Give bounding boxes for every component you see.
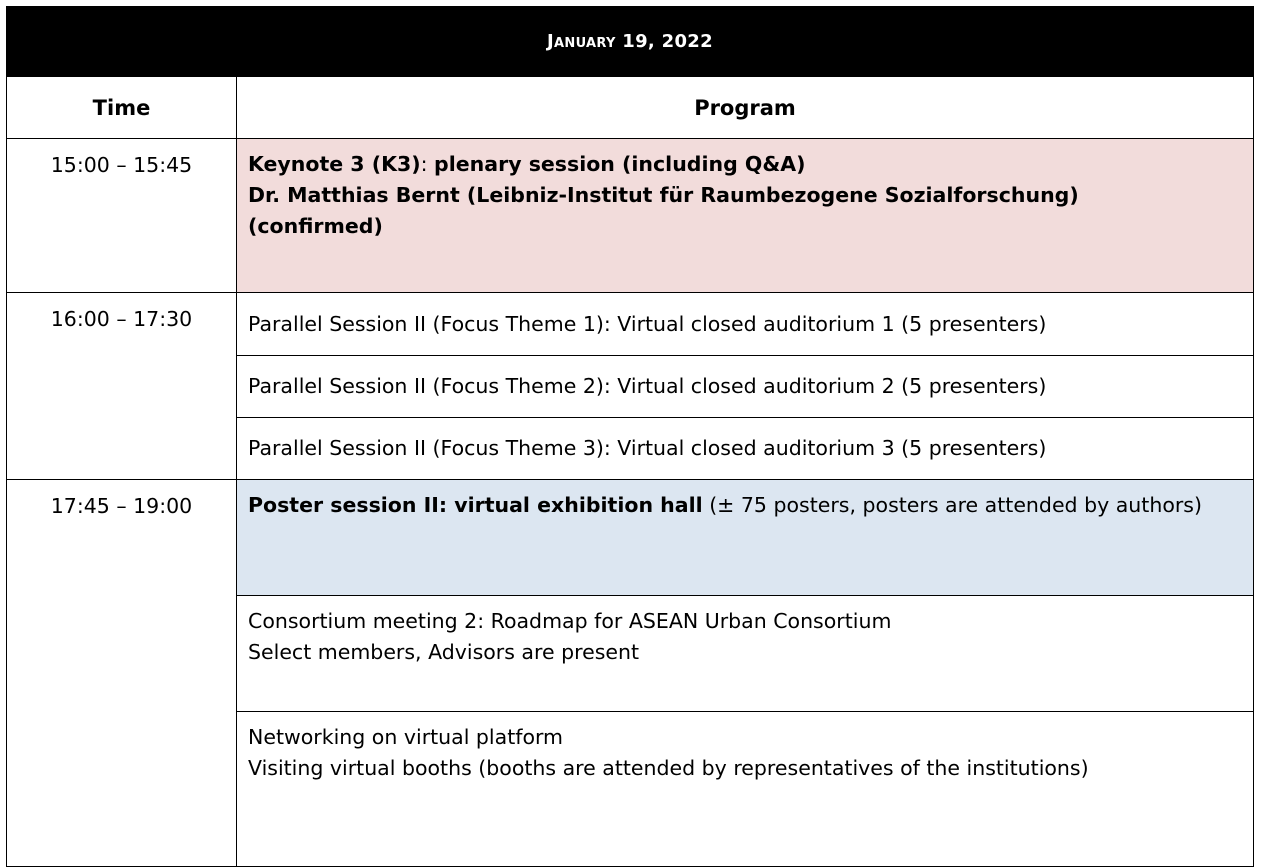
table-row bbox=[7, 480, 1254, 596]
parallel-session-2: Parallel Session II (Focus Theme 2): Virtual closed auditorium 2 (5 presenters) bbox=[237, 356, 1254, 418]
parallel-session-1: Parallel Session II (Focus Theme 1): Virtual closed auditorium 1 (5 presenters) bbox=[237, 293, 1254, 356]
keynote-label: Keynote 3 (K3) bbox=[248, 152, 421, 176]
keynote-separator: : bbox=[420, 152, 435, 176]
consortium-title: Consortium meeting 2: Roadmap for ASEAN Urban Consortium bbox=[248, 609, 892, 633]
keynote-title bbox=[248, 149, 1242, 180]
parallel-session-3: Parallel Session II (Focus Theme 3): Virtual closed auditorium 3 (5 presenters) bbox=[237, 418, 1254, 480]
program-table bbox=[6, 6, 1254, 867]
date-title-text: January 19, 2022 bbox=[547, 31, 713, 52]
consortium-cell bbox=[237, 596, 1254, 712]
poster-session-details: (± 75 posters, posters are attended by authors) bbox=[702, 493, 1202, 517]
program-column-header: Program bbox=[237, 77, 1254, 139]
time-column-header: Time bbox=[7, 77, 237, 139]
networking-note: Visiting virtual booths (booths are attended by representatives of the institutions) bbox=[248, 756, 1089, 780]
time-cell: 17:45 – 19:00 bbox=[7, 480, 237, 867]
keynote-status: (confirmed) bbox=[248, 214, 383, 238]
keynote-cell bbox=[237, 139, 1254, 293]
poster-session-title: Poster session II: virtual exhibition hall bbox=[248, 493, 703, 517]
networking-cell bbox=[237, 712, 1254, 867]
time-cell: 15:00 – 15:45 bbox=[7, 139, 237, 293]
time-cell: 16:00 – 17:30 bbox=[7, 293, 237, 480]
consortium-note: Select members, Advisors are present bbox=[248, 640, 640, 664]
poster-session-cell bbox=[237, 480, 1254, 596]
date-title bbox=[7, 7, 1254, 77]
table-row bbox=[7, 293, 1254, 356]
keynote-speaker: Dr. Matthias Bernt (Leibniz-Institut für Raumbezogene Sozialforschung) bbox=[248, 183, 1079, 207]
networking-title: Networking on virtual platform bbox=[248, 725, 564, 749]
table-row bbox=[7, 139, 1254, 293]
keynote-description: plenary session (including Q&A) bbox=[434, 152, 806, 176]
